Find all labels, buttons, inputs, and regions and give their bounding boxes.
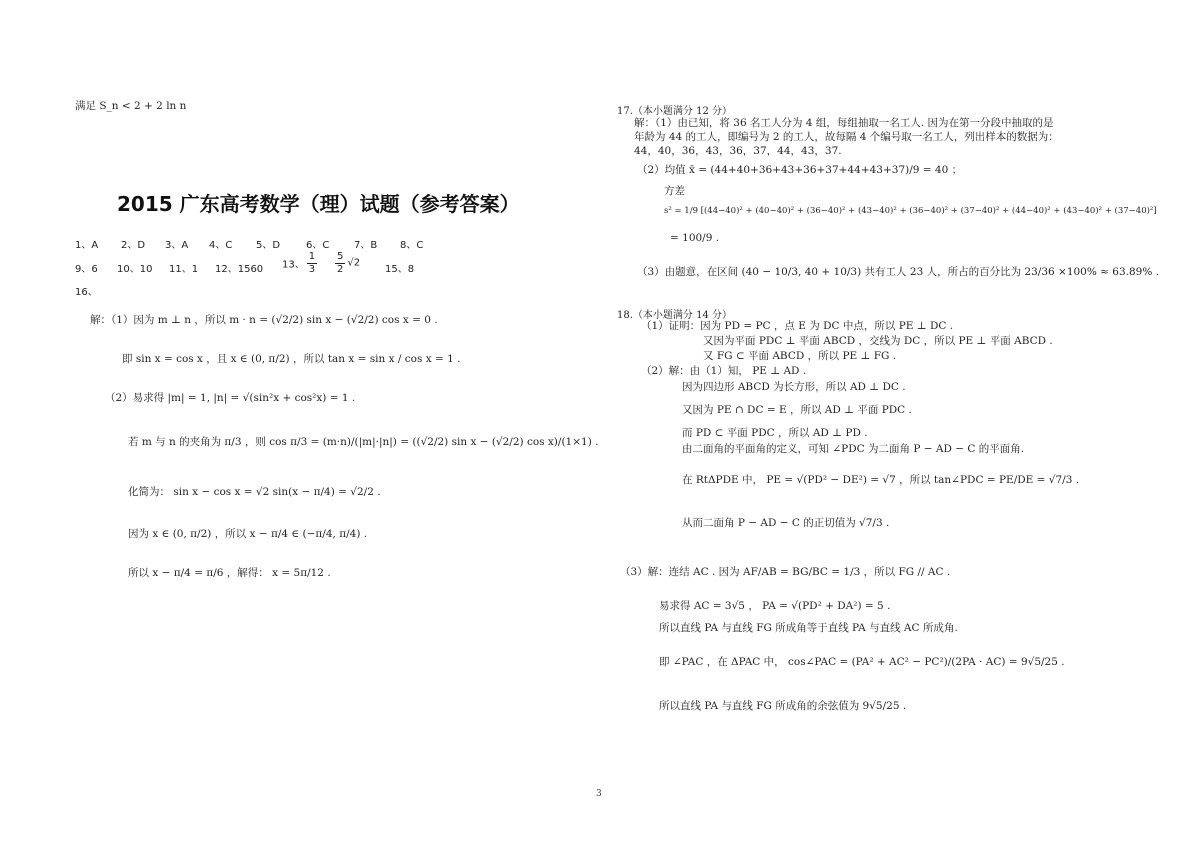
answer-14-denominator: 2 <box>337 263 344 275</box>
q17-header: 17.（本小题满分 12 分） <box>617 106 732 117</box>
answer-13-denominator: 3 <box>308 263 316 275</box>
answer-12: 12、1560 <box>215 264 264 275</box>
q17-part2-variance-formula: s² = 1/9 [(44−40)² + (40−40)² + (36−40)² + (43−40)² + (36−40)² + (37−40)² + (44−40)² + (43−40)² + (37−40)²] <box>664 206 1157 216</box>
answer-14-root: √2 <box>347 257 361 269</box>
q18-part2-line7: 从而二面角 P − AD − C 的正切值为 √7/3 . <box>682 517 890 529</box>
answer-14-numerator: 5 <box>337 251 344 262</box>
q18-part3-line1: （3）解：连结 AC . 因为 AF/AB = BG/BC = 1/3 ，所以 FG // AC . <box>620 566 951 578</box>
q18-part1-line2: 又因为平面 PDC ⊥ 平面 ABCD ，交线为 DC ，所以 PE ⊥ 平面 ABCD . <box>703 335 1053 347</box>
q16-part2-line4: 因为 x ∈ (0, π/2) ，所以 x − π/4 ∈ (−π/4, π/4) . <box>128 528 368 540</box>
q16-part2-line2: 若 m 与 n 的夹角为 π/3 ，则 cos π/3 = (m·n)/(|m|·|n|) = ((√2/2) sin x − (√2/2) cos x)/(1×1) . <box>128 436 599 448</box>
answer-15: 15、8 <box>385 264 415 275</box>
q18-part2-line1: （2）解：由（1）知， PE ⊥ AD . <box>641 365 807 377</box>
q18-part2-line5: 由二面角的平面角的定义，可知 ∠PDC 为二面角 P − AD − C 的平面角. <box>682 443 1025 455</box>
q18-header: 18.（本小题满分 14 分） <box>617 310 732 321</box>
q18-part2-line6: 在 RtΔPDE 中， PE = √(PD² − DE²) = √7 ，所以 tan∠PDC = PE/DE = √7/3 . <box>682 474 1080 486</box>
q16-part1-line1: 解：（1）因为 m ⊥ n ，所以 m · n = (√2/2) sin x − (√2/2) cos x = 0 . <box>90 314 438 326</box>
q16-part2-line5: 所以 x − π/4 = π/6 ，解得： x = 5π/12 . <box>128 567 331 579</box>
answer-13 <box>282 251 319 275</box>
q18-part2-line2: 因为四边形 ABCD 为长方形，所以 AD ⊥ DC . <box>682 381 906 393</box>
q17-part2-mean: （2）均值 x̄ = (44+40+36+43+36+37+44+43+37)/9 = 40 ； <box>637 164 963 176</box>
answer-1: 1、A <box>75 240 99 251</box>
answer-6: 6、C <box>306 240 330 251</box>
q18-part1-line3: 又 FG ⊂ 平面 ABCD ，所以 PE ⊥ FG . <box>703 350 897 362</box>
answer-10: 10、10 <box>117 264 153 275</box>
answer-13-numerator: 1 <box>308 251 316 262</box>
page-title: 2015 广东高考数学（理）试题（参考答案） <box>117 192 520 216</box>
top-note: 满足 S_n < 2 + 2 ln n <box>75 100 187 112</box>
q18-part3-line4: 即 ∠PAC ，在 ΔPAC 中， cos∠PAC = (PA² + AC² − PC²)/(2PA · AC) = 9√5/25 . <box>659 656 1065 668</box>
answer-11: 11、1 <box>169 264 199 275</box>
q16-part2-line1: （2）易求得 |m| = 1, |n| = √(sin²x + cos²x) = 1 . <box>105 392 356 404</box>
q18-part3-line3: 所以直线 PA 与直线 FG 所成角等于直线 PA 与直线 AC 所成角. <box>659 622 958 634</box>
answer-14 <box>333 251 360 275</box>
page-number: 3 <box>596 789 602 799</box>
q17-part1-line1: 解：（1）由已知，将 36 名工人分为 4 组，每组抽取一名工人. 因为在第一分段中抽取的是 <box>634 117 1054 129</box>
answer-8: 8、C <box>400 240 424 251</box>
q18-part1-line1: （1）证明：因为 PD = PC ，点 E 为 DC 中点，所以 PE ⊥ DC . <box>641 320 954 332</box>
answer-2: 2、D <box>121 240 146 251</box>
q17-part2-variance-label: 方差 <box>664 185 685 197</box>
answer-5: 5、D <box>256 240 281 251</box>
q17-part2-variance-result: = 100/9 . <box>670 232 720 244</box>
answer-9: 9、6 <box>75 264 98 275</box>
q18-part2-line3: 又因为 PE ∩ DC = E ，所以 AD ⊥ 平面 PDC . <box>682 404 912 416</box>
q16-label: 16、 <box>75 287 98 298</box>
answer-3: 3、A <box>165 240 189 251</box>
q16-part2-line3: 化简为： sin x − cos x = √2 sin(x − π/4) = √2/2 . <box>128 486 381 498</box>
answer-13-fraction <box>307 251 317 275</box>
answer-14-fraction <box>335 251 345 275</box>
q17-part1-line2: 年龄为 44 的工人，即编号为 2 的工人，故每隔 4 个编号取一名工人，列出样本的数据为： <box>634 131 1059 143</box>
q17-part3: （3）由题意，在区间 (40 − 10/3, 40 + 10/3) 共有工人 23 人，所占的百分比为 23/36 ×100% ≈ 63.89% . <box>637 266 1160 278</box>
q17-part1-line3: 44，40，36，43，36，37，44，43，37. <box>634 145 842 157</box>
answer-13-label: 13、 <box>282 259 305 271</box>
q16-part1-line2: 即 sin x = cos x ，且 x ∈ (0, π/2) ，所以 tan x = sin x / cos x = 1 . <box>122 353 461 365</box>
answer-4: 4、C <box>209 240 233 251</box>
q18-part3-line2: 易求得 AC = 3√5 ， PA = √(PD² + DA²) = 5 . <box>659 600 891 612</box>
q18-part3-line5: 所以直线 PA 与直线 FG 所成角的余弦值为 9√5/25 . <box>659 700 907 712</box>
q18-part2-line4: 而 PD ⊂ 平面 PDC ，所以 AD ⊥ PD . <box>682 427 868 439</box>
answer-7: 7、B <box>354 240 378 251</box>
